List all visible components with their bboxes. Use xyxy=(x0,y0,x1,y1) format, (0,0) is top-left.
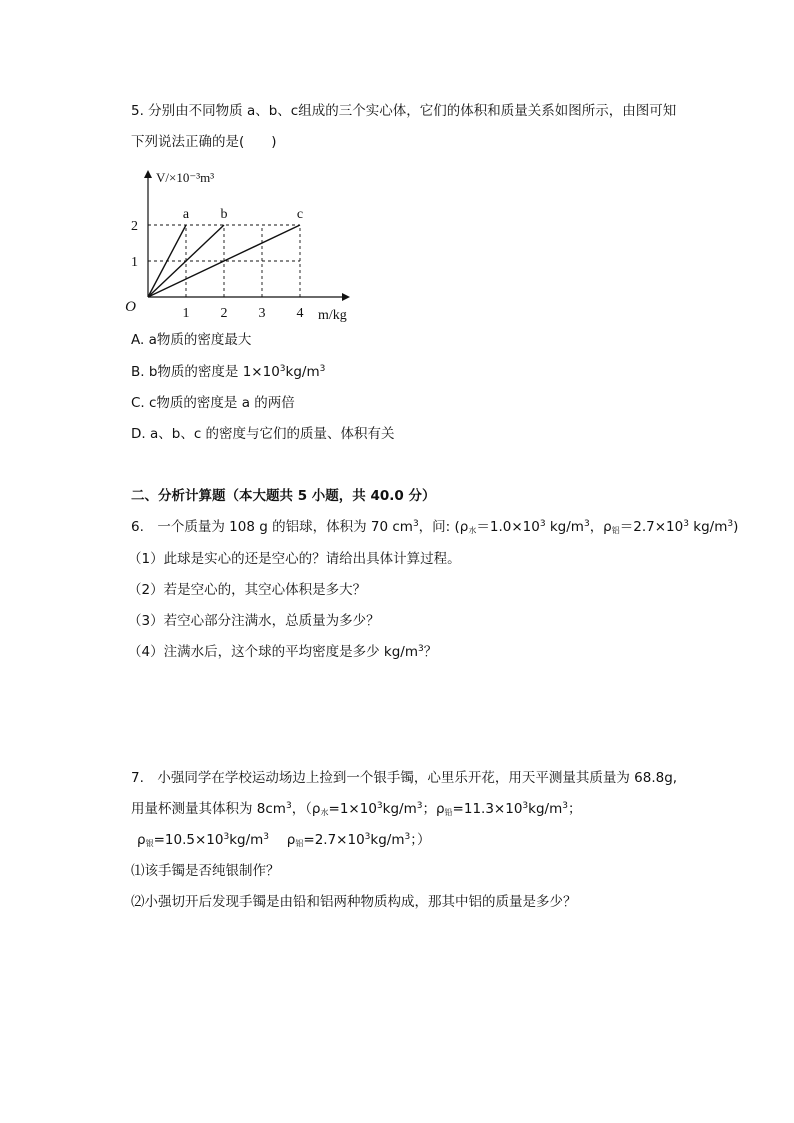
x-axis-label: m/kg xyxy=(318,308,347,323)
q6-sub2: （2）若是空心的，其空心体积是多大？ xyxy=(128,582,367,598)
q6-sub3: （3）若空心部分注满水，总质量为多少？ xyxy=(128,613,380,629)
q6-sub1: （1）此球是实心的还是空心的？请给出具体计算过程。 xyxy=(128,551,461,567)
series-label-a: a xyxy=(182,207,190,222)
origin-label: O xyxy=(125,299,136,315)
y-axis-arrow xyxy=(144,170,152,178)
q7-stem-line3: $\rho_银=10.5\times 10^3kg/m^3$ $\rho_铝=2.7\times 10^3kg/m^3$；） xyxy=(137,832,431,848)
x-tick-label: 3 xyxy=(258,306,266,321)
q7-part2: ⑵小强切开后发现手镯是由铅和铝两种物质构成，那其中铝的质量是多少？ xyxy=(131,894,577,910)
section-heading: 二、分析计算题（本大题共 5 小题，共 40.0 分） xyxy=(131,488,436,504)
q6-sub4: （4）注满水后，这个球的平均密度是多少 $kg/m^3$？ xyxy=(128,644,438,660)
q6-stem: 6. 一个质量为 108 g 的铝球，体积为 70 $cm^3$，问: ($\rho_水=1.0\times 10^3$ $kg/m^3$，$\rho_铝=2.7\times 10^3$ $kg/m^3$) xyxy=(131,519,739,535)
x-tick-label: 2 xyxy=(220,306,228,321)
x-tick-label: 4 xyxy=(296,306,304,321)
q5-stem-line2: 下列说法正确的是( ) xyxy=(131,134,277,150)
q5-option-b: B. b物质的密度是 $1\times 10^3kg/m^3$ xyxy=(131,364,326,380)
q7-stem-line1: 7. 小强同学在学校运动场边上捡到一个银手镯，心里乐开花，用天平测量其质量为 68.8g, xyxy=(131,770,678,786)
q7-stem-line2: 用量杯测量其体积为 $8cm^3$，（$\rho_水=1\times 10^3kg/m^3$；$\rho_铅=11.3\times 10^3kg/m^3$； xyxy=(131,801,582,817)
y-tick-label: 2 xyxy=(131,219,138,234)
q5-option-d: D. a、b、c 的密度与它们的质量、体积有关 xyxy=(131,426,395,442)
q5-option-a: A. a物质的密度最大 xyxy=(131,332,252,348)
q5-stem-line1: 5. 分别由不同物质 a、b、c组成的三个实心体，它们的体积和质量关系如图所示，由图可知 xyxy=(131,103,677,119)
x-tick-label: 1 xyxy=(182,306,190,321)
volume-mass-graph xyxy=(120,160,370,325)
y-tick-label: 1 xyxy=(131,255,138,270)
y-axis-label: V/×10⁻³m³ xyxy=(156,170,215,185)
x-axis-arrow xyxy=(342,293,350,301)
series-label-c: c xyxy=(296,207,304,222)
series-label-b: b xyxy=(220,207,228,222)
q5-option-c: C. c物质的密度是 a 的两倍 xyxy=(131,395,295,411)
q7-part1: ⑴该手镯是否纯银制作？ xyxy=(131,863,280,879)
